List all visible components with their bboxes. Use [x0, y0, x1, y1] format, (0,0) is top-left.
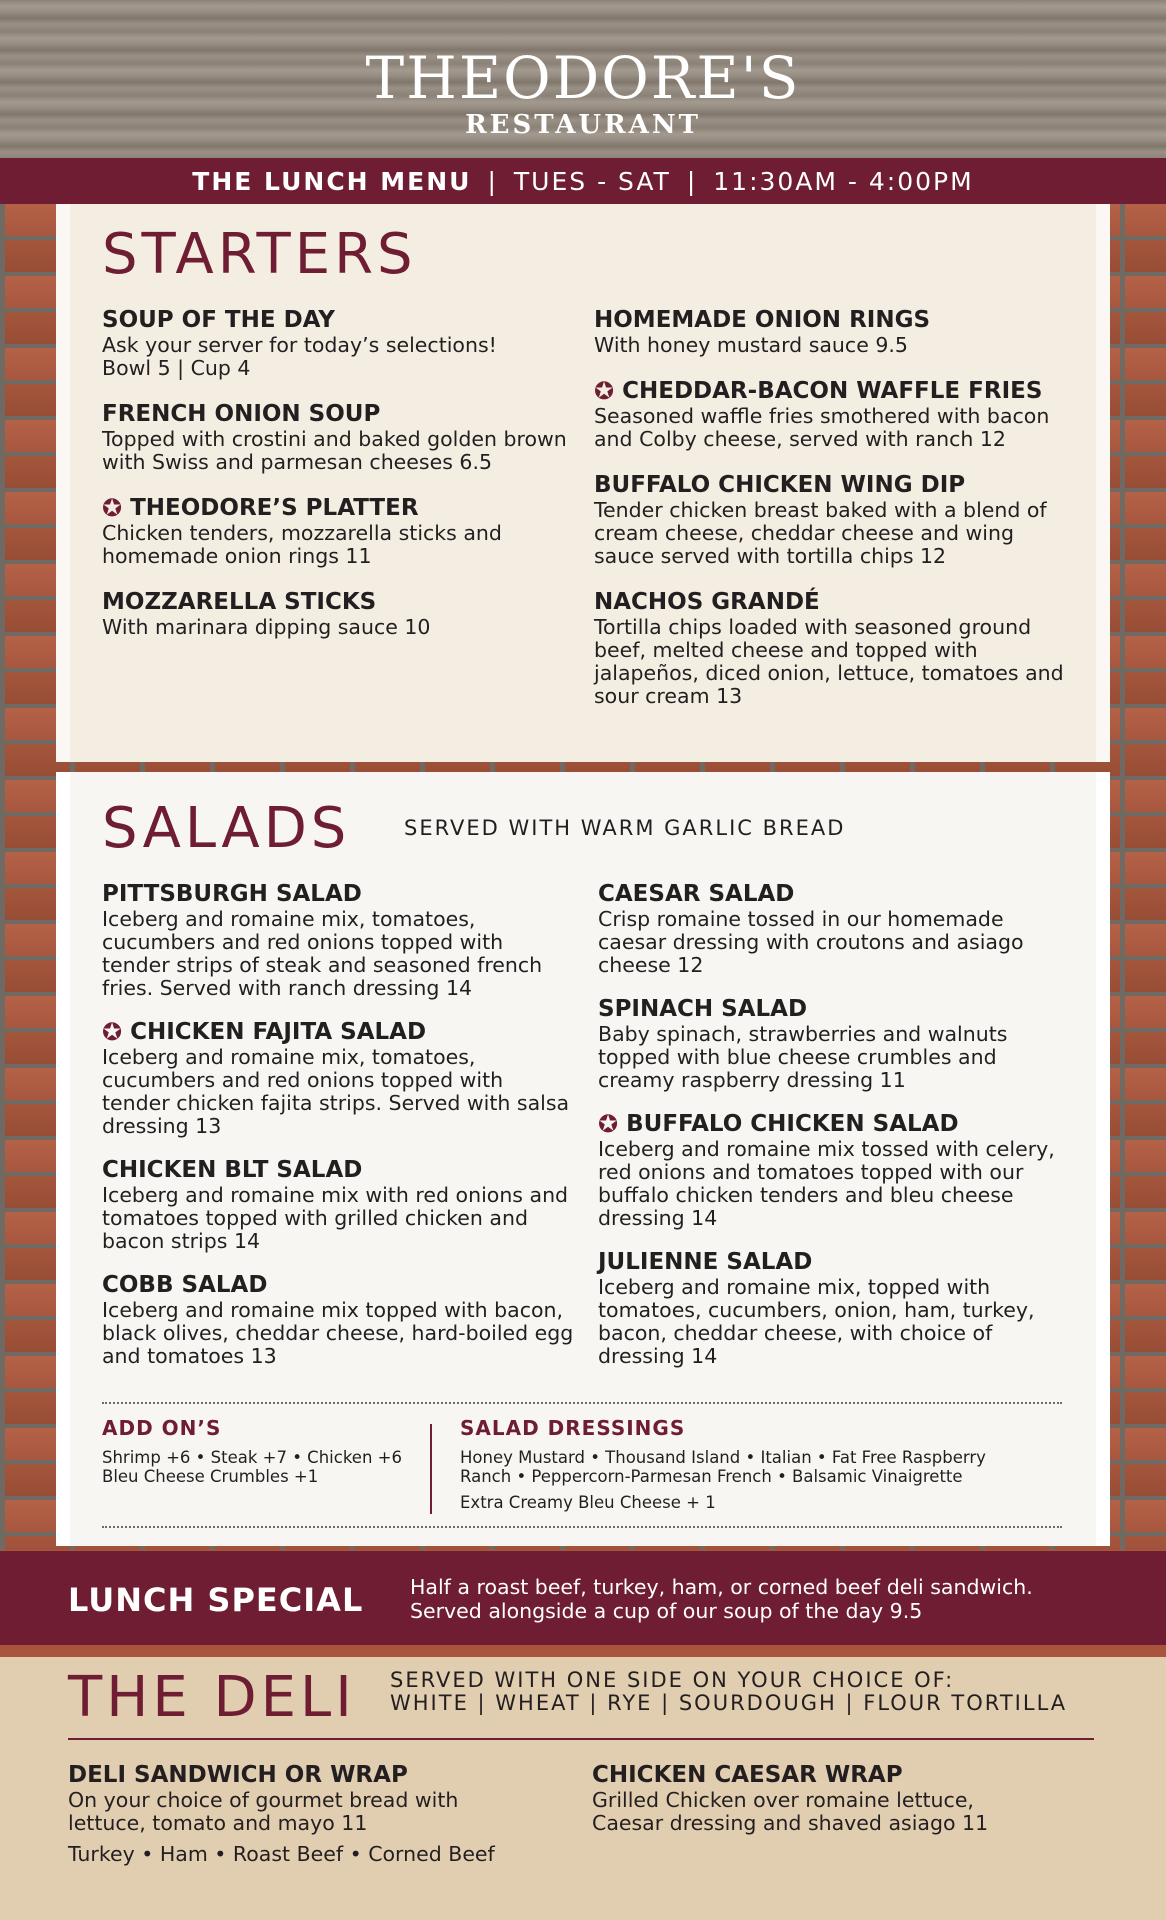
star-icon: ✪ — [102, 1018, 123, 1046]
menu-days: TUES - SAT — [513, 166, 671, 196]
deli-title: THE DELI — [68, 1665, 356, 1730]
menu-item-desc: Chicken tenders, mozzarella sticks and homemade onion rings 11 — [102, 521, 502, 568]
menu-item-name — [594, 471, 1064, 499]
menu-item — [594, 471, 1064, 568]
add-ons-box — [102, 1416, 432, 1486]
deli-section — [0, 1657, 1166, 1920]
add-ons-title: ADD ON’S — [102, 1416, 222, 1440]
starters-section — [56, 204, 1110, 762]
menu-item-title: SOUP OF THE DAY — [102, 307, 335, 333]
menu-item — [102, 1018, 576, 1138]
add-ons-text: Shrimp +6 • Steak +7 • Chicken +6 Bleu Cheese Crumbles +1 — [102, 1448, 402, 1486]
menu-item-title: CHEDDAR-BACON WAFFLE FRIES — [622, 378, 1043, 404]
menu-item — [598, 995, 1068, 1092]
deli-served-line1: SERVED WITH ONE SIDE ON YOUR CHOICE OF: — [390, 1668, 955, 1692]
menu-item — [102, 494, 572, 568]
salad-dressings-text: Honey Mustard • Thousand Island • Italian • Fat Free Raspberry Ranch • Peppercorn-Parmesan French • Balsamic Vinaigrette — [460, 1448, 986, 1486]
deli-meat-options: Turkey • Ham • Roast Beef • Corned Beef — [68, 1842, 495, 1866]
menu-item-title: NACHOS GRANDÉ — [594, 589, 820, 615]
menu-item-name — [102, 400, 572, 428]
dotted-divider-bottom — [102, 1526, 1062, 1528]
menu-item-desc: Iceberg and romaine mix with red onions and tomatoes topped with grilled chicken and bacon strips 14 — [102, 1183, 569, 1253]
starters-title: STARTERS — [102, 222, 417, 287]
deli-item-name: CHICKEN CAESAR WRAP — [592, 1762, 903, 1788]
menu-item-name — [102, 494, 572, 522]
deli-bread-options: WHITE | WHEAT | RYE | SOURDOUGH | FLOUR TORTILLA — [390, 1691, 1068, 1715]
menu-item-title: CHICKEN FAJITA SALAD — [130, 1019, 427, 1045]
menu-item — [594, 377, 1064, 451]
deli-item — [592, 1761, 1022, 1855]
menu-item-title: BUFFALO CHICKEN SALAD — [626, 1111, 959, 1137]
menu-item-name — [598, 995, 1068, 1023]
deli-item-desc: On your choice of gourmet bread with lettuce, tomato and mayo 11 — [68, 1788, 459, 1835]
menu-item — [102, 1271, 576, 1368]
menu-item — [102, 588, 572, 639]
starters-right-column — [594, 306, 1064, 728]
menu-item-title: SPINACH SALAD — [598, 996, 808, 1022]
star-icon: ✪ — [594, 377, 615, 405]
menu-item-title: COBB SALAD — [102, 1272, 268, 1298]
menu-item-name — [594, 588, 1064, 616]
menu-item-title: PITTSBURGH SALAD — [102, 881, 362, 907]
menu-item — [102, 880, 576, 1000]
menu-item-name — [594, 377, 1064, 405]
deli-item-desc: Grilled Chicken over romaine lettuce, Caesar dressing and shaved asiago 11 — [592, 1788, 989, 1835]
salads-title: SALADS — [102, 796, 351, 861]
menu-item-name — [594, 306, 1064, 334]
menu-item-title: MOZZARELLA STICKS — [102, 589, 377, 615]
menu-item — [102, 1156, 576, 1253]
salads-left-column — [102, 880, 576, 1386]
menu-item-name — [598, 1248, 1068, 1276]
menu-item — [594, 306, 1064, 357]
star-icon: ✪ — [598, 1110, 619, 1138]
menu-item — [598, 1110, 1068, 1230]
menu-item-desc: Ask your server for today’s selections! Bowl 5 | Cup 4 — [102, 333, 497, 380]
salad-dressings-title: SALAD DRESSINGS — [460, 1416, 686, 1440]
menu-item — [102, 306, 572, 380]
lunch-special-banner — [0, 1551, 1166, 1645]
menu-item-name — [598, 880, 1068, 908]
menu-item-name — [102, 588, 572, 616]
menu-item — [598, 1248, 1068, 1368]
salads-right-column — [598, 880, 1068, 1386]
add-ons-divider — [430, 1424, 432, 1514]
menu-item-name — [102, 1156, 576, 1184]
menu-item-desc: Seasoned waffle fries smothered with bacon and Colby cheese, served with ranch 12 — [594, 404, 1050, 451]
menu-item — [594, 588, 1064, 708]
menu-item-desc: Topped with crostini and baked golden brown with Swiss and parmesan cheeses 6.5 — [102, 427, 567, 474]
menu-item — [598, 880, 1068, 977]
menu-item-name — [102, 880, 576, 908]
menu-item-desc: Iceberg and romaine mix, tomatoes, cucumbers and red onions topped with tender chicken fajita strips. Served with salsa dressing 13 — [102, 1045, 570, 1138]
menu-item-title: THEODORE’S PLATTER — [130, 495, 419, 521]
menu-item-desc: Iceberg and romaine mix, tomatoes, cucumbers and red onions topped with tender strips of steak and seasoned french fries. Served with ranch dressing 14 — [102, 907, 543, 1000]
lunch-special-desc: Half a roast beef, turkey, ham, or corned beef deli sandwich. Served alongside a cup of our soup of the day 9.5 — [410, 1575, 1033, 1623]
lunch-special-title: LUNCH SPECIAL — [68, 1581, 364, 1619]
menu-item-desc: Tender chicken breast baked with a blend of cream cheese, cheddar cheese and wing sauce served with tortilla chips 12 — [594, 498, 1047, 568]
logo-name: THEODORE'S — [365, 44, 801, 112]
menu-item-name — [598, 1110, 1068, 1138]
menu-item-desc: Crisp romaine tossed in our homemade caesar dressing with croutons and asiago cheese 12 — [598, 907, 1024, 977]
menu-title: THE LUNCH MENU — [192, 166, 472, 196]
starters-left-column — [102, 306, 572, 659]
menu-item-desc: Iceberg and romaine mix tossed with celery, red onions and tomatoes topped with our buffalo chicken tenders and bleu cheese dressing 14 — [598, 1137, 1055, 1230]
menu-item — [102, 400, 572, 474]
menu-item-title: CAESAR SALAD — [598, 881, 795, 907]
deli-item — [68, 1761, 538, 1886]
salad-dressings-box — [460, 1416, 1050, 1512]
menu-item-desc: Iceberg and romaine mix, topped with tomatoes, cucumbers, onion, ham, turkey, bacon, cheddar cheese, with choice of dressing 14 — [598, 1275, 1035, 1368]
menu-item-title: BUFFALO CHICKEN WING DIP — [594, 472, 966, 498]
menu-item-name — [102, 306, 572, 334]
menu-item-desc: Iceberg and romaine mix topped with bacon, black olives, cheddar cheese, hard-boiled egg and tomatoes 13 — [102, 1298, 574, 1368]
deli-item-name: DELI SANDWICH OR WRAP — [68, 1762, 408, 1788]
salads-subtitle: SERVED WITH WARM GARLIC BREAD — [404, 816, 846, 840]
menu-item-desc: Tortilla chips loaded with seasoned ground beef, melted cheese and topped with jalapeños, diced onion, lettuce, tomatoes and sour cream 13 — [594, 615, 1064, 708]
menu-item-desc: With honey mustard sauce 9.5 — [594, 333, 908, 357]
menu-item-title: JULIENNE SALAD — [598, 1249, 813, 1275]
menu-hours: 11:30AM - 4:00PM — [713, 166, 974, 196]
menu-item-desc: With marinara dipping sauce 10 — [102, 615, 431, 639]
menu-hours-bar: THE LUNCH MENU | TUES - SAT | 11:30AM - 4:00PM — [0, 158, 1166, 204]
menu-item-name — [102, 1271, 576, 1299]
salads-section — [56, 772, 1110, 1546]
menu-item-title: CHICKEN BLT SALAD — [102, 1157, 363, 1183]
salad-dressings-extra: Extra Creamy Bleu Cheese + 1 — [460, 1493, 716, 1512]
menu-item-desc: Baby spinach, strawberries and walnuts topped with blue cheese crumbles and creamy raspberry dressing 11 — [598, 1022, 1008, 1092]
restaurant-logo — [0, 44, 1166, 140]
deli-served-note — [390, 1669, 1067, 1715]
menu-item-title: HOMEMADE ONION RINGS — [594, 307, 931, 333]
logo-sub: RESTAURANT — [465, 110, 701, 140]
menu-item-name — [102, 1018, 576, 1046]
star-icon: ✪ — [102, 494, 123, 522]
dotted-divider-top — [102, 1402, 1062, 1404]
deli-divider — [68, 1738, 1094, 1740]
menu-item-title: FRENCH ONION SOUP — [102, 401, 381, 427]
